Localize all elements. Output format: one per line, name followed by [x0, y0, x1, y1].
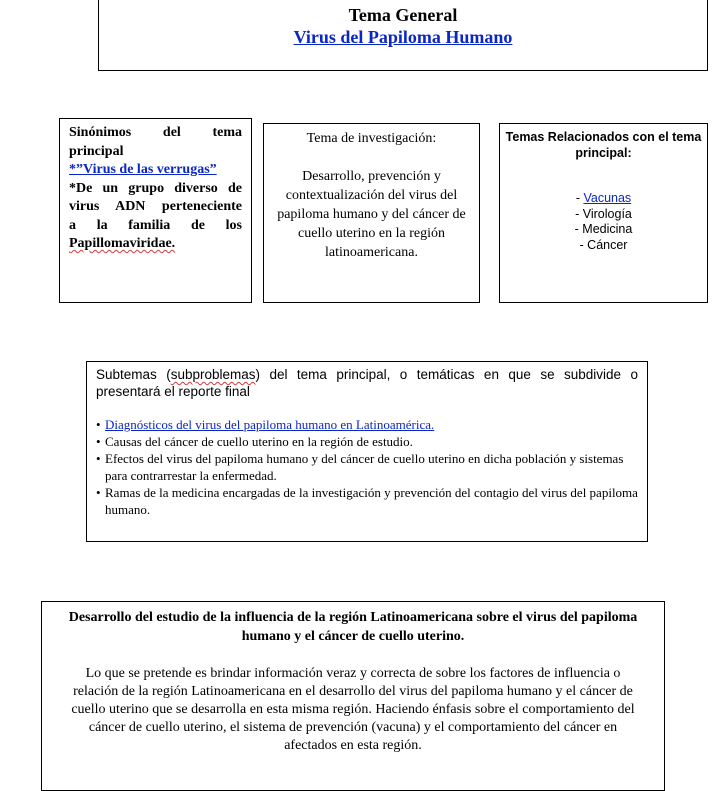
synonyms-heading-line-2: principal — [69, 143, 124, 159]
synonym-line-4: Papillomaviridae. — [69, 236, 176, 251]
subtopics-list — [96, 416, 638, 518]
synonym-warts-link[interactable]: *”Virus de las verrugas” — [69, 162, 217, 177]
subtopic-text: Ramas de la medicina encargadas de la investigación y prevención del contagio del virus del papiloma humano. — [105, 485, 638, 517]
synonyms-box — [59, 118, 252, 303]
subtopics-intro-text: Subtemas (subproblemas) del tema principal, o temáticas en que se subdivide o presentará el reporte final — [96, 367, 639, 399]
related-topics-heading: Temas Relacionados con el tema principal: — [505, 130, 702, 160]
subtopic-text: Efectos del virus del papiloma humano y del cáncer de cuello uterino en dicha población y sistemas para contrarrestar la enfermedad. — [105, 451, 624, 483]
synonyms-heading-line-1: Sinónimos del tema — [69, 125, 242, 140]
subtopic-text: Causas del cáncer de cuello uterino en la región de estudio. — [105, 434, 413, 449]
subtopic-item — [96, 450, 638, 484]
development-title: Desarrollo del estudio de la influencia de la región Latinoamericana sobre el virus del papiloma humano y el cáncer de cuello uterino. — [68, 610, 638, 644]
bullet-icon: • — [96, 485, 101, 500]
spellcheck-word: subproblemas — [170, 367, 256, 382]
synonym-line-1: *De un grupo diverso de — [69, 180, 242, 196]
subtopic-item — [96, 433, 638, 450]
related-topic-item: - Virología — [575, 206, 632, 221]
subtopics-box — [86, 361, 648, 542]
research-topic-heading: Tema de investigación: — [306, 131, 437, 146]
development-body: Lo que se pretende es brindar información veraz y correcta de sobre los factores de influencia o relación de la región Latinoamericana en el desarrollo del virus del papiloma humano y el cáncer de cuello uterino que se desarrolla en esta misma región. Haciendo énfasis sobre el comportamiento del cáncer de cuello uterino, el sistema de prevención (vacuna) y el comportamiento del cáncer en afectados en esta región. — [71, 666, 635, 753]
general-topic-box — [98, 0, 708, 71]
bullet-icon: • — [96, 417, 101, 432]
related-topics-list — [500, 191, 707, 253]
general-topic-link[interactable]: Virus del Papiloma Humano — [293, 27, 513, 47]
related-topic-vaccines-link[interactable]: Vacunas — [583, 191, 632, 205]
subtopic-item — [96, 484, 638, 518]
subtopic-diagnostics-link[interactable]: Diagnósticos del virus del papiloma humano en Latinoamérica. — [105, 417, 435, 432]
related-topic-item[interactable]: - Vacunas — [575, 191, 632, 205]
development-box — [41, 601, 665, 791]
research-topic-box — [263, 123, 480, 303]
bullet-icon: • — [96, 451, 101, 466]
synonym-line-3: a la familia de los — [69, 217, 242, 233]
general-topic-title: Tema General — [348, 5, 458, 25]
research-topic-body: Desarrollo, prevención y contextualización del virus del papiloma humano y del cáncer de cuello uterino en la región latinoamericana. — [277, 169, 466, 260]
related-topics-box — [499, 123, 708, 303]
subtopic-item — [96, 416, 638, 433]
bullet-icon: • — [96, 434, 101, 449]
synonym-line-2: virus ADN perteneciente — [69, 199, 242, 214]
subtopics-intro — [96, 366, 638, 400]
related-topic-item: - Cáncer — [579, 237, 628, 252]
related-topic-item: - Medicina — [574, 222, 633, 236]
